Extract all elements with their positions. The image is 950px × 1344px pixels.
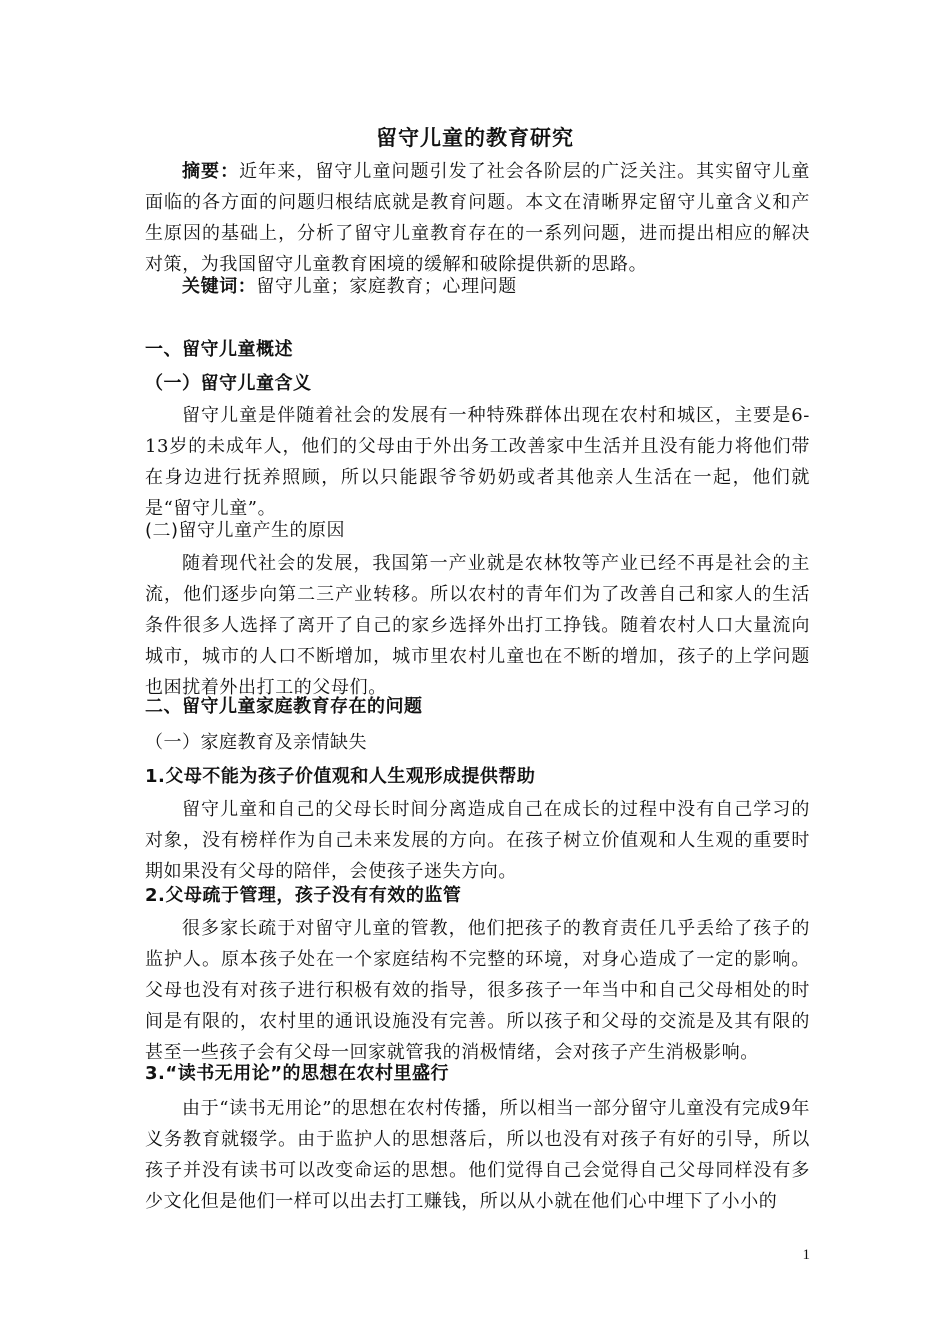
item-2-heading: 2.父母疏于管理，孩子没有有效的监管 (145, 885, 462, 906)
section-2-heading: 二、留守儿童家庭教育存在的问题 (145, 696, 423, 717)
abstract-paragraph (145, 156, 810, 280)
section-1-1-heading: （一）留守儿童含义 (145, 373, 312, 394)
section-1-1-paragraph: 留守儿童是伴随着社会的发展有一种特殊群体出现在农村和城区，主要是6-13岁的未成年人，他们的父母由于外出务工改善家中生活并且没有能力将他们带在身边进行抚养照顾，所以只能跟爷爷奶奶或者其他亲人生活在一起，他们就是“留守儿童”。 (145, 405, 810, 519)
item-2-paragraph: 很多家长疏于对留守儿童的管教，他们把孩子的教育责任几乎丢给了孩子的监护人。原本孩子处在一个家庭结构不完整的环境，对身心造成了一定的影响。父母也没有对孩子进行积极有效的指导，很多孩子一年当中和自己父母相处的时间是有限的，农村里的通讯设施没有完善。所以孩子和父母的交流是及其有限的甚至一些孩子会有父母一回家就管我的消极情绪，会对孩子产生消极影响。 (145, 918, 810, 1063)
section-1-2-paragraph: 随着现代社会的发展，我国第一产业就是农林牧等产业已经不再是社会的主流，他们逐步向第二三产业转移。所以农村的青年们为了改善自己和家人的生活条件很多人选择了离开了自己的家乡选择外出打工挣钱。随着农村人口大量流向城市，城市的人口不断增加，城市里农村儿童也在不断的增加，孩子的上学问题也困扰着外出打工的父母们。 (145, 553, 810, 698)
item-1-heading: 1.父母不能为孩子价值观和人生观形成提供帮助 (145, 766, 536, 787)
item-3-heading: 3.“读书无用论”的思想在农村里盛行 (145, 1063, 450, 1084)
section-2-1-heading: （一）家庭教育及亲情缺失 (145, 732, 367, 753)
item-3-paragraph: 由于“读书无用论”的思想在农村传播，所以相当一部分留守儿童没有完成9年义务教育就辍学。由于监护人的思想落后，所以也没有对孩子有好的引导，所以孩子并没有读书可以改变命运的思想。他们觉得自己会觉得自己父母同样没有多少文化但是他们一样可以出去打工赚钱，所以从小就在他们心中埋下了小小的 (145, 1098, 810, 1212)
section-1-2-heading: (二)留守儿童产生的原因 (145, 520, 346, 541)
document-title: 留守儿童的教育研究 (376, 126, 574, 150)
item-1-paragraph: 留守儿童和自己的父母长时间分离造成自己在成长的过程中没有自己学习的对象，没有榜样作为自己未来发展的方向。在孩子树立价值观和人生观的重要时期如果没有父母的陪伴，会使孩子迷失方向。 (145, 799, 810, 882)
keywords-text: 留守儿童；家庭教育；心理问题 (256, 276, 517, 297)
keywords-label: 关键词： (182, 276, 257, 297)
abstract-text: 近年来，留守儿童问题引发了社会各阶层的广泛关注。其实留守儿童面临的各方面的问题归根结底就是教育问题。本文在清晰界定留守儿童含义和产生原因的基础上，分析了留守儿童教育存在的一系列问题，进而提出相应的解决对策，为我国留守儿童教育困境的缓解和破除提供新的思路。 (145, 161, 810, 275)
section-1-heading: 一、留守儿童概述 (145, 339, 293, 360)
page-number: 1 (802, 1247, 810, 1263)
keywords-paragraph (145, 271, 810, 302)
abstract-label: 摘要： (182, 161, 240, 182)
